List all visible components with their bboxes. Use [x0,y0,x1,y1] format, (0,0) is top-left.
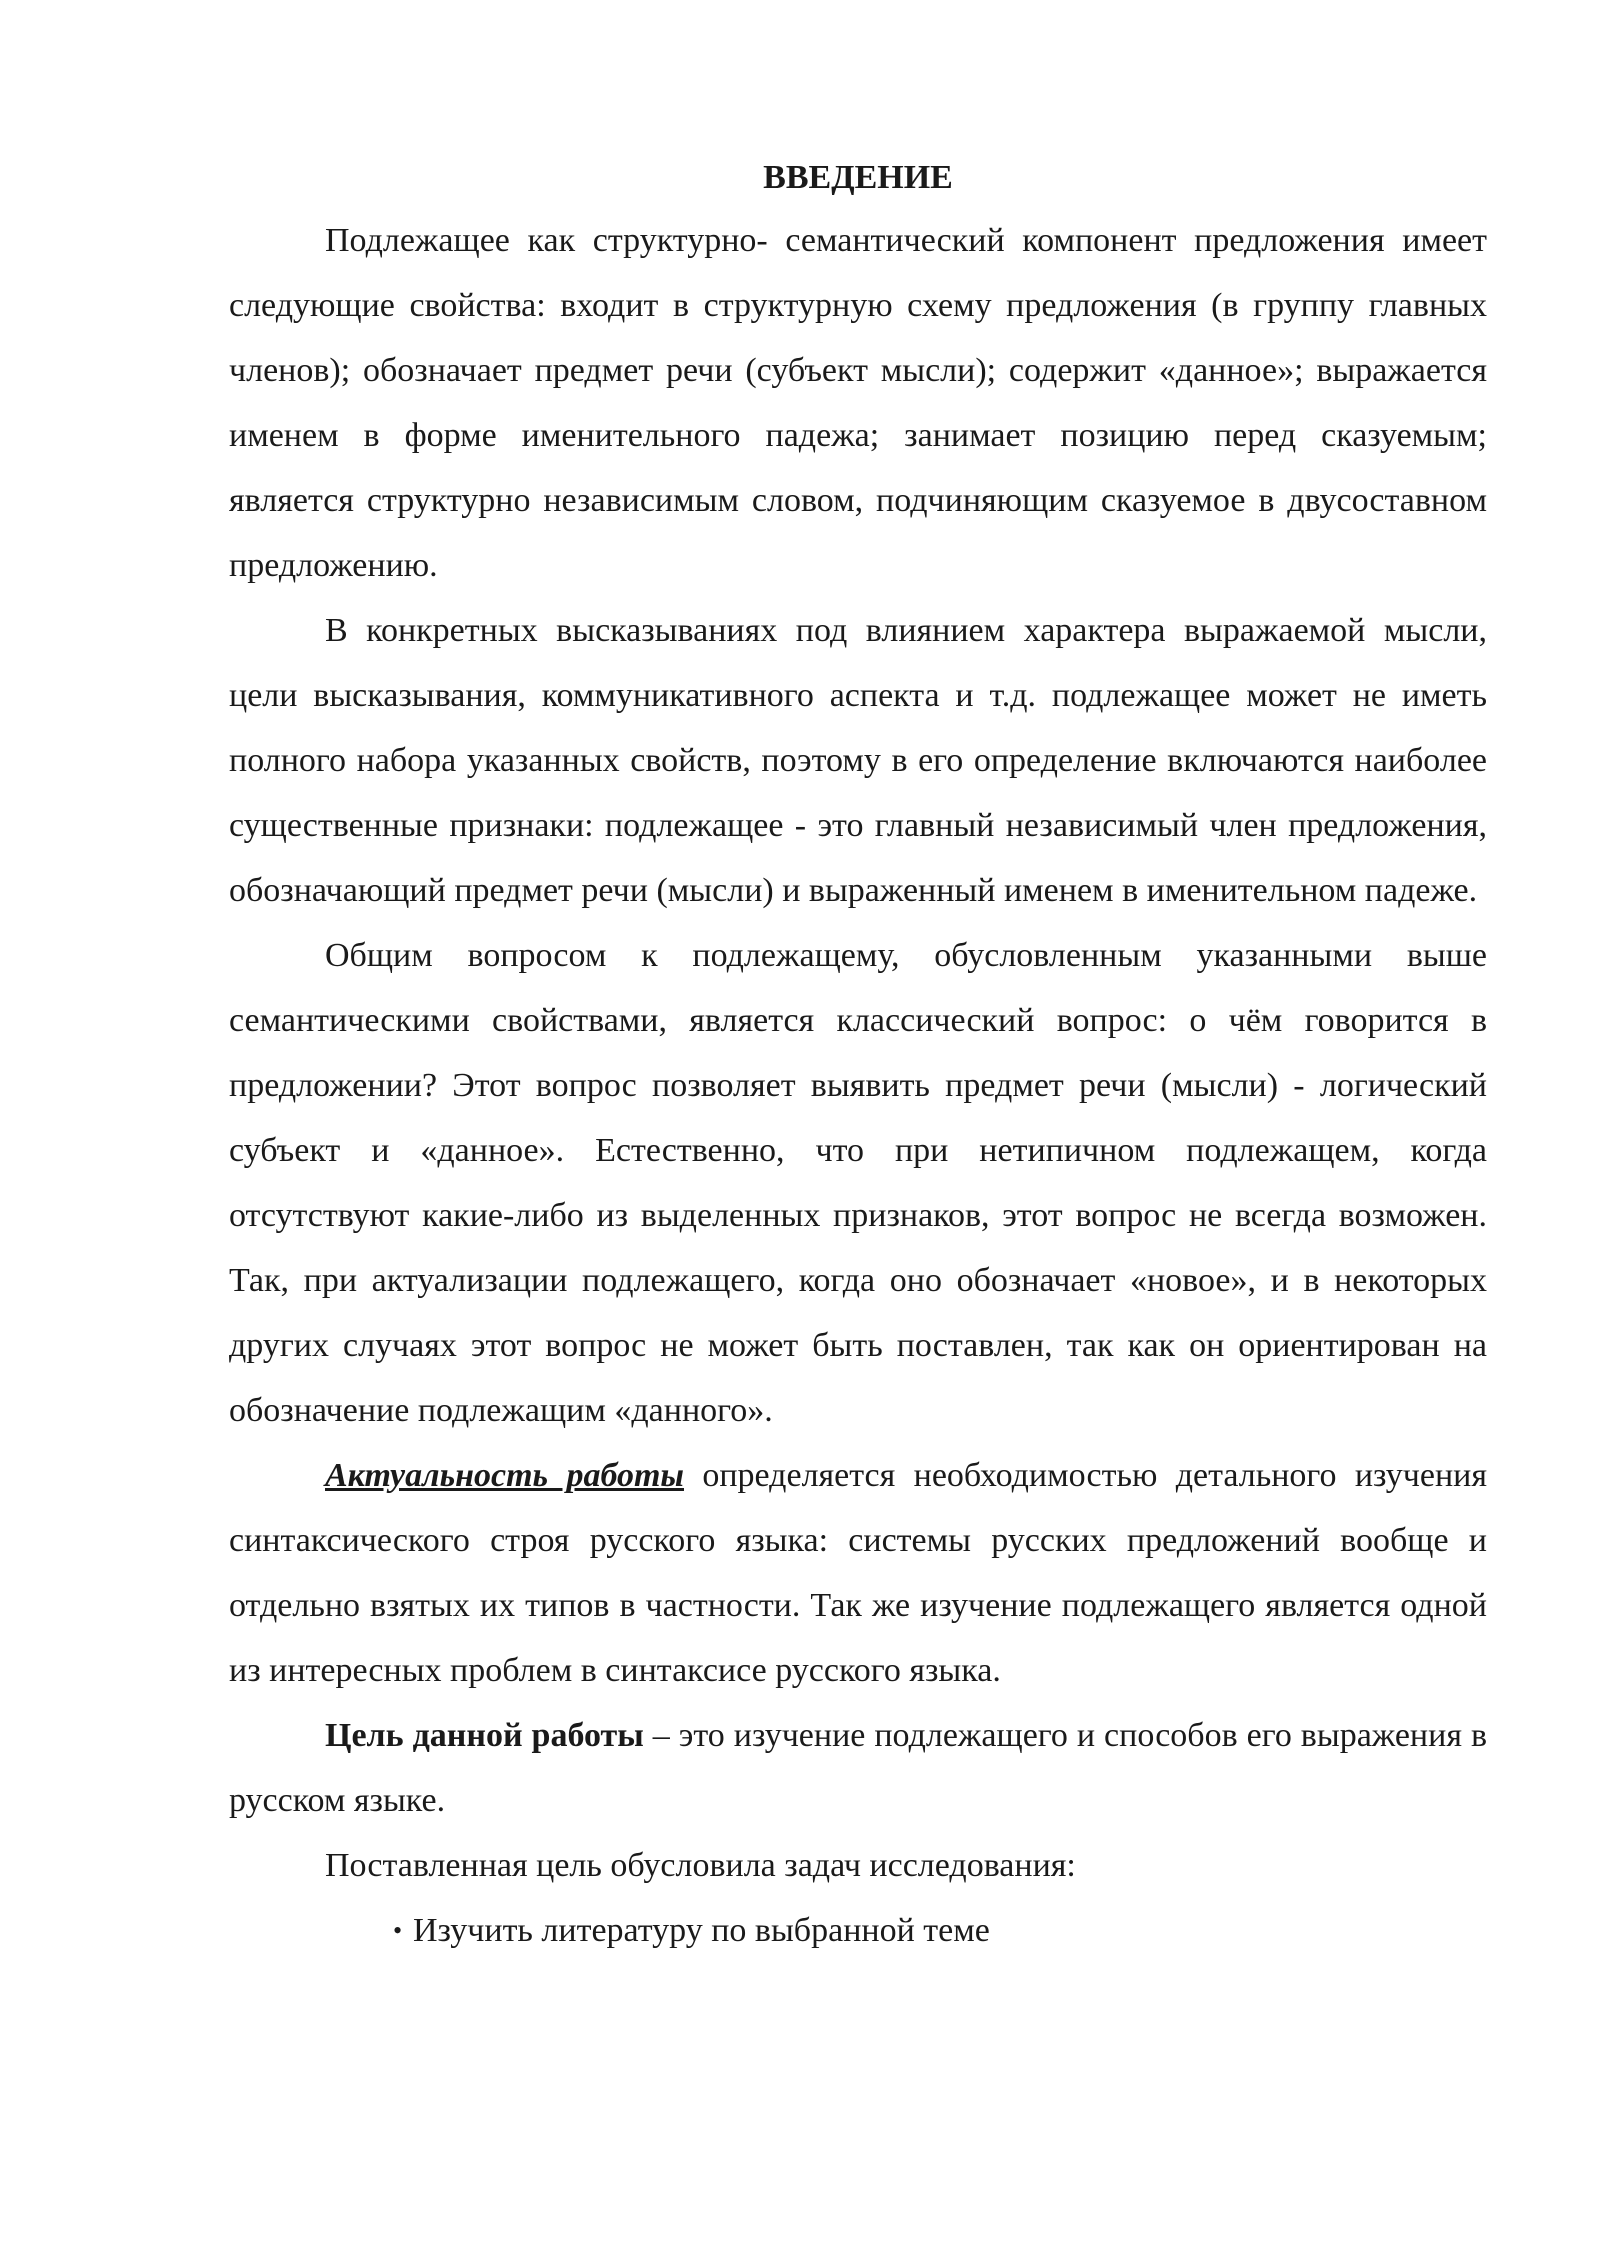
relevance-label: Актуальность работы [325,1457,684,1494]
intro-paragraph-3: Общим вопросом к подлежащему, обусловленным указанными выше семантическими свойствами, является классический вопрос: о чём говорится в предложении? Этот вопрос позволяет выявить предмет речи (мысли) - логический субъект и «данное». Естественно, что при нетипичном подлежащем, когда отсутствуют какие-либо из выделенных признаков, этот вопрос не всегда возможен. Так, при актуализации подлежащего, когда оно обозначает «новое», и в некоторых других случаях этот вопрос не может быть поставлен, так как он ориентирован на обозначение подлежащим «данного». [229,937,1487,1429]
relevance-paragraph [229,1443,1487,1703]
document-page [229,148,1487,1963]
document-title: ВВЕДЕНИЕ [763,159,953,196]
intro-paragraph-1: Подлежащее как структурно- семантический компонент предложения имеет следующие свойства: входит в структурную схему предложения (в группу главных членов); обозначает предмет речи (субъект мысли); содержит «данное»; выражается именем в форме именительного падежа; занимает позицию перед сказуемым; является структурно независимым словом, подчиняющим сказуемое в двусоставном предложению. [229,222,1487,584]
goal-paragraph [229,1703,1487,1833]
tasks-intro: Поставленная цель обусловила задач исследования: [325,1847,1076,1884]
tasks-list [229,1898,1487,1963]
relevance-text: определяется необходимостью детального изучения синтаксического строя русского языка: системы русских предложений вообще и отдельно взятых их типов в частности. Так же изучение подлежащего является одной из интересных проблем в синтаксисе русского языка. [229,1457,1487,1689]
goal-label: Цель данной работы [325,1717,644,1754]
task-item: • Изучить литературу по выбранной теме [397,1898,1487,1963]
intro-paragraph-2: В конкретных высказываниях под влиянием характера выражаемой мысли, цели высказывания, коммуникативного аспекта и т.д. подлежащее может не иметь полного набора указанных свойств, поэтому в его определение включаются наиболее существенные признаки: подлежащее - это главный независимый член предложения, обозначающий предмет речи (мысли) и выраженный именем в именительном падеже. [229,612,1487,909]
goal-text: – это изучение подлежащего и способов его выражения в русском языке. [229,1717,1488,1819]
